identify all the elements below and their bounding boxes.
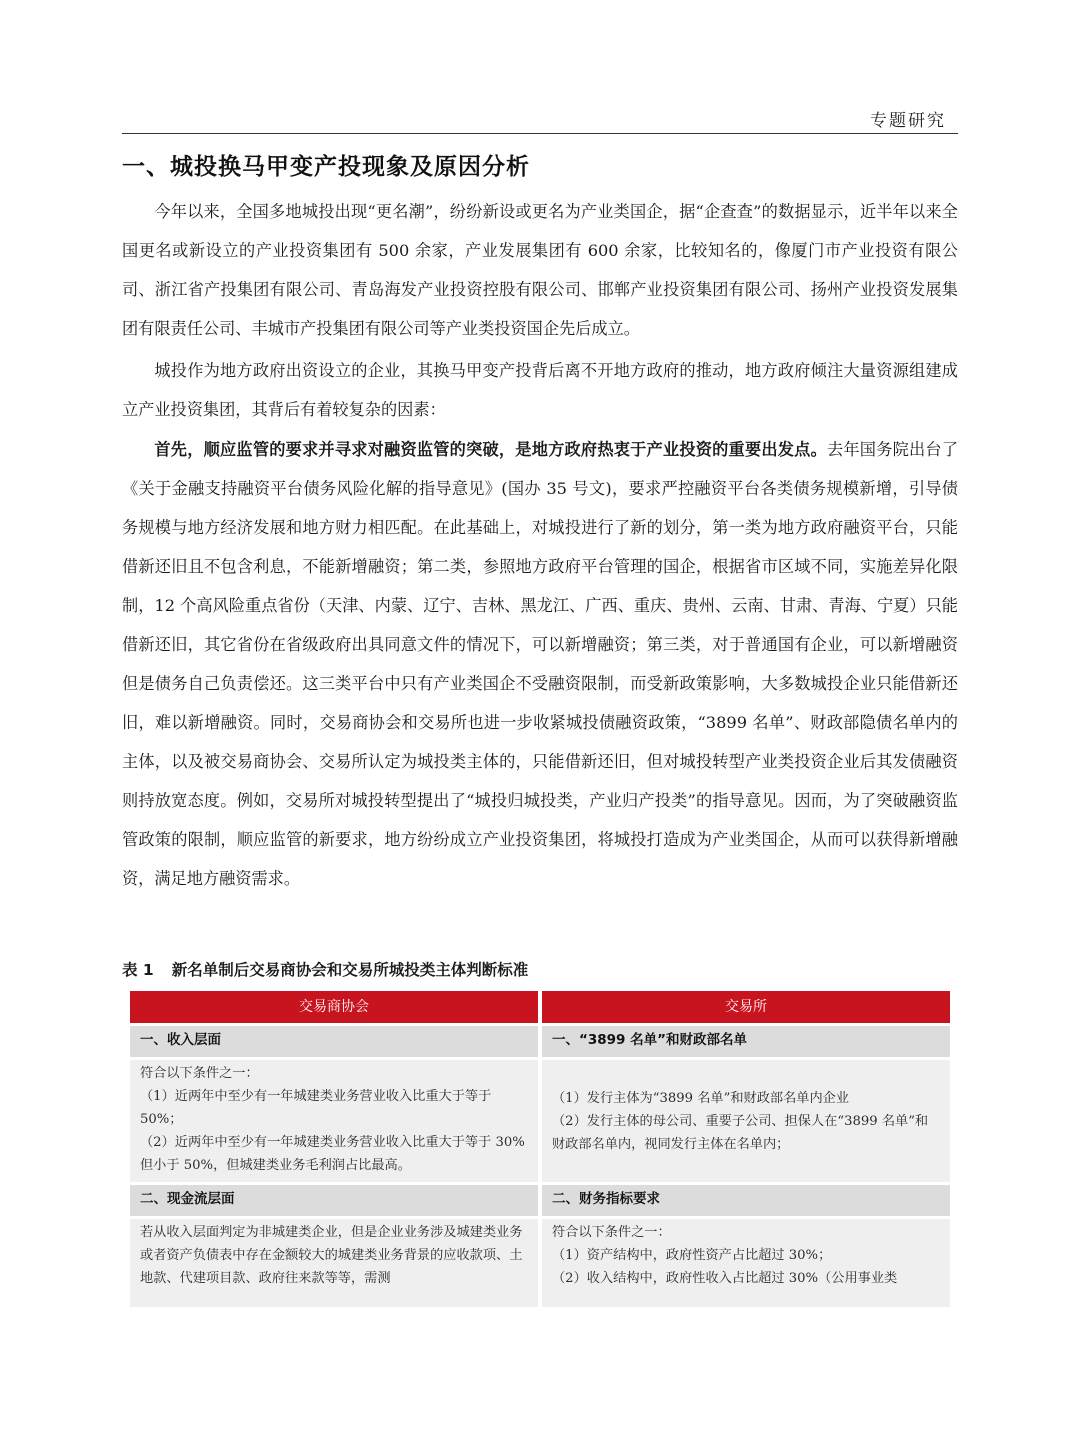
row2-right-heading: 二、财务指标要求 — [542, 1185, 950, 1216]
page-section-label: 专题研究 — [870, 111, 946, 131]
section-heading: 一、城投换马甲变产投现象及原因分析 — [122, 154, 530, 180]
row2-right-line: （2）收入结构中，政府性收入占比超过 30%（公用事业类 — [552, 1271, 898, 1286]
table-header-row — [130, 991, 950, 1023]
table-row — [130, 1060, 950, 1182]
column-header-exchange: 交易所 — [542, 991, 950, 1023]
row2-left-text: 若从收入层面判定为非城建类企业，但是企业业务涉及城建类业务或者资产负债表中存在金额较大的城建类业务背景的应收款项、土地款、代建项目款、政府往来款等等，需测 — [140, 1225, 523, 1286]
header-divider — [122, 133, 958, 134]
row2-right-line: （1）资产结构中，政府性资产占比超过 30%； — [552, 1248, 832, 1263]
paragraph-3-body: 去年国务院出台了《关于金融支持融资平台债务风险化解的指导意见》(国办 35 号文)，要求严控融资平台各类债务规模新增，引导债务规模与地方经济发展和地方财力相匹配。在此基础上，对城投进行了新的划分，第一类为地方政府融资平台，只能借新还旧且不包含利息，不能新增融资；第二类，参照地方政府平台管理的国企，根据省市区域不同，实施差异化限制，12 个高风险重点省份（天津、内蒙、辽宁、吉林、黑龙江、广西、重庆、贵州、云南、甘肃、青海、宁夏）只能借新还旧，其它省份在省级政府出具同意文件的情况下，可以新增融资；第三类，对于普通国有企业，可以新增融资但是债务自己负责偿还。这三类平台中只有产业类国企不受融资限制，而受新政策影响，大多数城投企业只能借新还旧，难以新增融资。同时，交易商协会和交易所也进一步收紧城投债融资政策，“3899 名单”、财政部隐债名单内的主体，以及被交易商协会、交易所认定为城投类主体的，只能借新还旧，但对城投转型产业类投资企业后其发债融资则持放宽态度。例如，交易所对城投转型提出了“城投归城投类，产业归产投类”的指导意见。因而，为了突破融资监管政策的限制，顺应监管的新要求，地方纷纷成立产业投资集团，将城投打造成为产业类国企，从而可以获得新增融资，满足地方融资需求。 — [122, 440, 959, 888]
criteria-table — [126, 988, 954, 1310]
table-caption-number: 表 1 — [122, 961, 154, 979]
row1-left-content — [130, 1060, 538, 1182]
table-row — [130, 1219, 950, 1307]
row1-left-heading: 一、收入层面 — [130, 1026, 538, 1057]
row2-left-content — [130, 1219, 538, 1307]
row2-left-heading: 二、现金流层面 — [130, 1185, 538, 1216]
paragraph-1: 今年以来，全国多地城投出现“更名潮”，纷纷新设或更名为产业类国企，据“企查查”的数据显示，近半年以来全国更名或新设立的产业投资集团有 500 余家，产业发展集团有 600 余家，比较知名的，像厦门市产业投资有限公司、浙江省产投集团有限公司、青岛海发产业投资控股有限公司、邯郸产业投资集团有限公司、扬州产业投资发展集团有限责任公司、丰城市产投集团有限公司等产业类投资国企先后成立。 — [122, 202, 958, 338]
row1-left-line: （2）近两年中至少有一年城建类业务营业收入比重大于等于 30%但小于 50%，但城建类业务毛利润占比最高。 — [140, 1135, 525, 1173]
paragraph-3 — [122, 430, 958, 898]
table-row — [130, 1185, 950, 1216]
row1-left-line: 符合以下条件之一： — [140, 1066, 259, 1081]
table-caption-text: 新名单制后交易商协会和交易所城投类主体判断标准 — [171, 961, 529, 979]
column-header-nafmii: 交易商协会 — [130, 991, 538, 1023]
table-row — [130, 1026, 950, 1057]
paragraph-2: 城投作为地方政府出资设立的企业，其换马甲变产投背后离不开地方政府的推动，地方政府倾注大量资源组建成立产业投资集团，其背后有着较复杂的因素： — [122, 361, 958, 419]
row1-right-line: （1）发行主体为“3899 名单”和财政部名单内企业 — [552, 1090, 850, 1106]
row1-right-heading: 一、“3899 名单”和财政部名单 — [542, 1026, 950, 1057]
table-caption — [122, 958, 528, 980]
row2-right-content — [542, 1219, 950, 1307]
row1-right-line: （2）发行主体的母公司、重要子公司、担保人在“3899 名单”和财政部名单内，视同发行主体在名单内； — [552, 1113, 929, 1152]
row1-left-line: （1）近两年中至少有一年城建类业务营业收入比重大于等于 50%； — [140, 1089, 492, 1127]
row2-right-line: 符合以下条件之一： — [552, 1225, 671, 1240]
paragraph-3-lead: 首先，顺应监管的要求并寻求对融资监管的突破，是地方政府热衷于产业投资的重要出发点。 — [154, 440, 827, 459]
row1-right-content — [542, 1060, 950, 1182]
